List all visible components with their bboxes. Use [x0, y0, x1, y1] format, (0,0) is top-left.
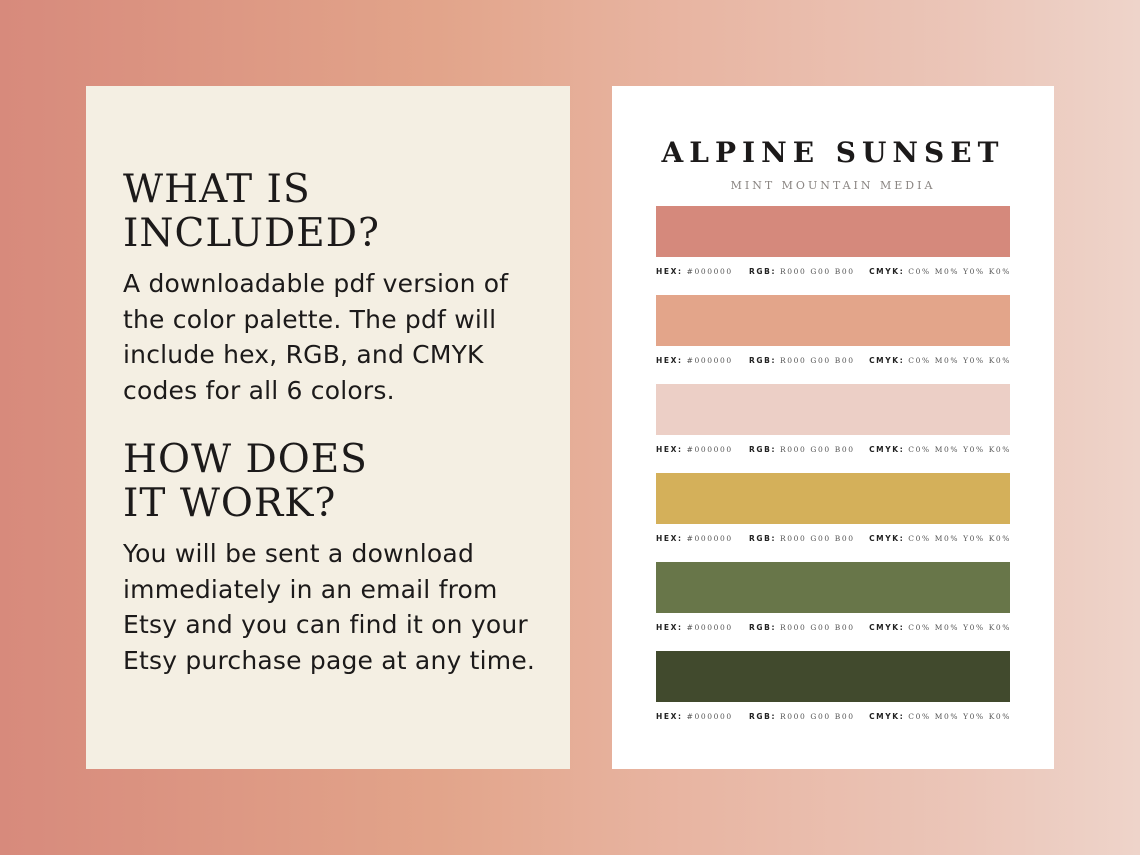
rgb-code: RGB: R000 G00 B00 [749, 356, 855, 365]
palette-title: ALPINE SUNSET [661, 136, 1005, 169]
how-text: You will be sent a download immediately in an email from Etsy and you can find it on your Etsy purchase page at any time. [123, 539, 536, 675]
info-card [86, 86, 570, 769]
color-swatch [656, 562, 1010, 613]
cmyk-code: CMYK: C0% M0% Y0% K0% [869, 445, 1011, 454]
hex-code: HEX: #000000 [656, 267, 733, 276]
color-swatch [656, 384, 1010, 435]
swatch-row-5 [656, 562, 1011, 635]
included-heading: WHAT IS INCLUDED? [123, 167, 380, 256]
color-swatch [656, 295, 1010, 346]
rgb-code: RGB: R000 G00 B00 [749, 712, 855, 721]
cmyk-code: CMYK: C0% M0% Y0% K0% [869, 267, 1011, 276]
rgb-code: RGB: R000 G00 B00 [749, 267, 855, 276]
swatch-row-4 [656, 473, 1011, 546]
color-swatch [656, 206, 1010, 257]
palette-card [612, 86, 1054, 769]
hex-code: HEX: #000000 [656, 623, 733, 632]
color-swatch [656, 473, 1010, 524]
swatch-row-2 [656, 295, 1011, 368]
color-codes [656, 267, 1011, 279]
swatch-row-1 [656, 206, 1011, 279]
hex-code: HEX: #000000 [656, 356, 733, 365]
how-heading: HOW DOES IT WORK? [123, 437, 368, 526]
color-codes [656, 534, 1011, 546]
color-codes [656, 623, 1011, 635]
rgb-code: RGB: R000 G00 B00 [749, 445, 855, 454]
color-swatch [656, 651, 1010, 702]
cmyk-code: CMYK: C0% M0% Y0% K0% [869, 534, 1011, 543]
color-codes [656, 445, 1011, 457]
palette-subtitle: MINT MOUNTAIN MEDIA [730, 179, 936, 192]
color-codes [656, 356, 1011, 368]
included-text: A downloadable pdf version of the color palette. The pdf will include hex, RGB, and CMYK codes for all 6 colors. [123, 269, 509, 405]
swatch-row-3 [656, 384, 1011, 457]
color-codes [656, 712, 1011, 724]
swatch-row-6 [656, 651, 1011, 724]
cmyk-code: CMYK: C0% M0% Y0% K0% [869, 712, 1011, 721]
rgb-code: RGB: R000 G00 B00 [749, 623, 855, 632]
hex-code: HEX: #000000 [656, 712, 733, 721]
rgb-code: RGB: R000 G00 B00 [749, 534, 855, 543]
cmyk-code: CMYK: C0% M0% Y0% K0% [869, 623, 1011, 632]
cmyk-code: CMYK: C0% M0% Y0% K0% [869, 356, 1011, 365]
hex-code: HEX: #000000 [656, 534, 733, 543]
hex-code: HEX: #000000 [656, 445, 733, 454]
